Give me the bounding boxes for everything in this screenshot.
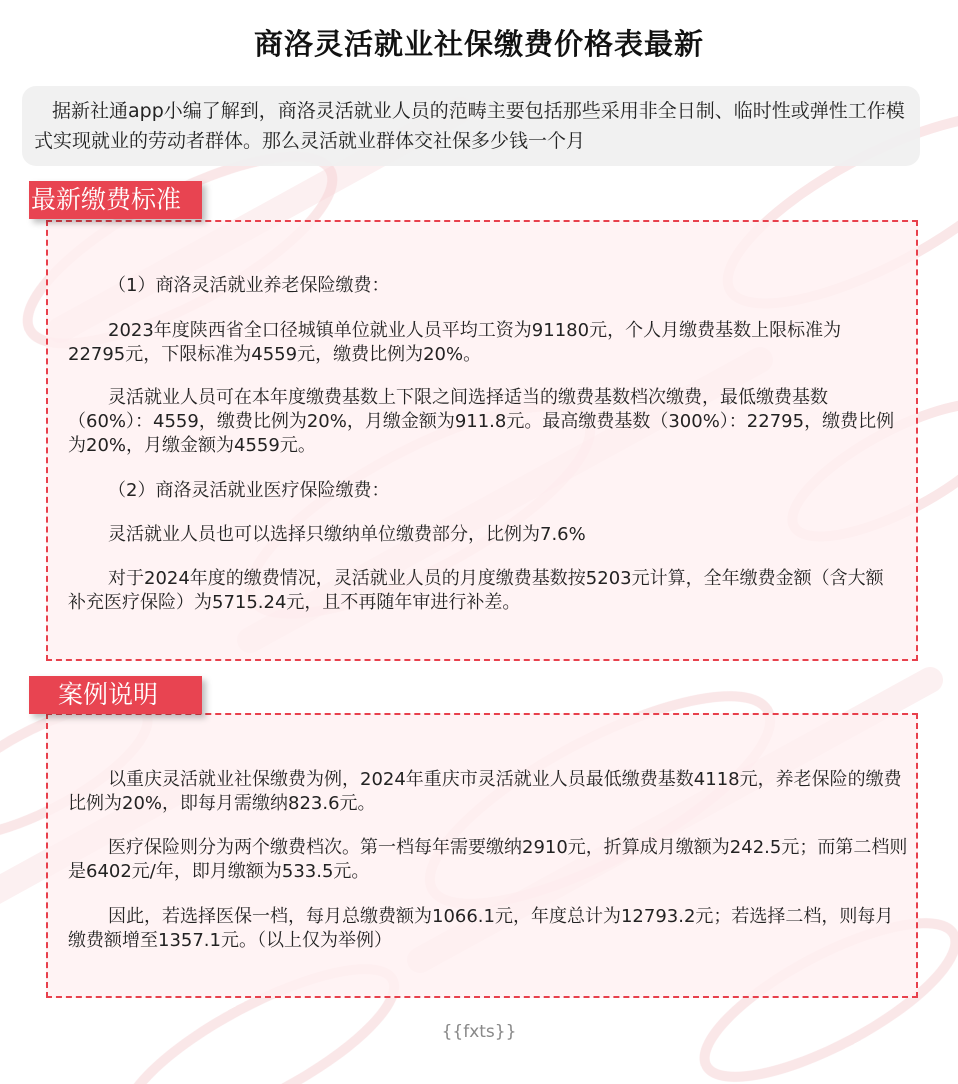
pension-subheading: （1）商洛灵活就业养老保险缴费：	[108, 275, 390, 296]
medical-subheading: （2）商洛灵活就业医疗保险缴费：	[108, 480, 390, 501]
pension-base-paragraph: 2023年度陕西省全口径城镇单位就业人员平均工资为91180元，个人月缴费基数上限标准为22795元，下限标准为4559元，缴费比例为20%。	[68, 320, 842, 365]
case-total-paragraph: 因此，若选择医保一档，每月总缴费额为1066.1元，年度总计为12793.2元；若选择二档，则每月缴费额增至1357.1元。（以上仅为举例）	[68, 906, 894, 951]
standards-box	[46, 220, 918, 661]
case-box	[46, 713, 918, 998]
section-heading-standards: 最新缴费标准	[29, 181, 202, 219]
pension-options-paragraph: 灵活就业人员可在本年度缴费基数上下限之间选择适当的缴费基数档次缴费，最低缴费基数（60%）：4559，缴费比例为20%，月缴金额为911.8元。最高缴费基数（300%）：22795，缴费比例为20%，月缴金额为4559元。	[68, 387, 895, 456]
medical-annual-paragraph: 对于2024年度的缴费情况，灵活就业人员的月度缴费基数按5203元计算，全年缴费金额（含大额补充医疗保险）为5715.24元，且不再随年审进行补差。	[68, 568, 884, 613]
page-title: 商洛灵活就业社保缴费价格表最新	[253, 27, 704, 61]
intro-paragraph: 据新社通app小编了解到，商洛灵活就业人员的范畴主要包括那些采用非全日制、临时性或弹性工作模式实现就业的劳动者群体。那么灵活就业群体交社保多少钱一个月	[22, 86, 920, 166]
section-heading-case: 案例说明	[29, 676, 202, 714]
medical-unit-paragraph: 灵活就业人员也可以选择只缴纳单位缴费部分，比例为7.6%	[108, 524, 586, 545]
footer-placeholder: {{fxts}}	[441, 1022, 517, 1042]
case-pension-paragraph: 以重庆灵活就业社保缴费为例，2024年重庆市灵活就业人员最低缴费基数4118元，养老保险的缴费比例为20%，即每月需缴纳823.6元。	[68, 769, 902, 814]
case-medical-paragraph: 医疗保险则分为两个缴费档次。第一档每年需要缴纳2910元，折算成月缴额为242.5元；而第二档则是6402元/年，即月缴额为533.5元。	[68, 837, 908, 882]
